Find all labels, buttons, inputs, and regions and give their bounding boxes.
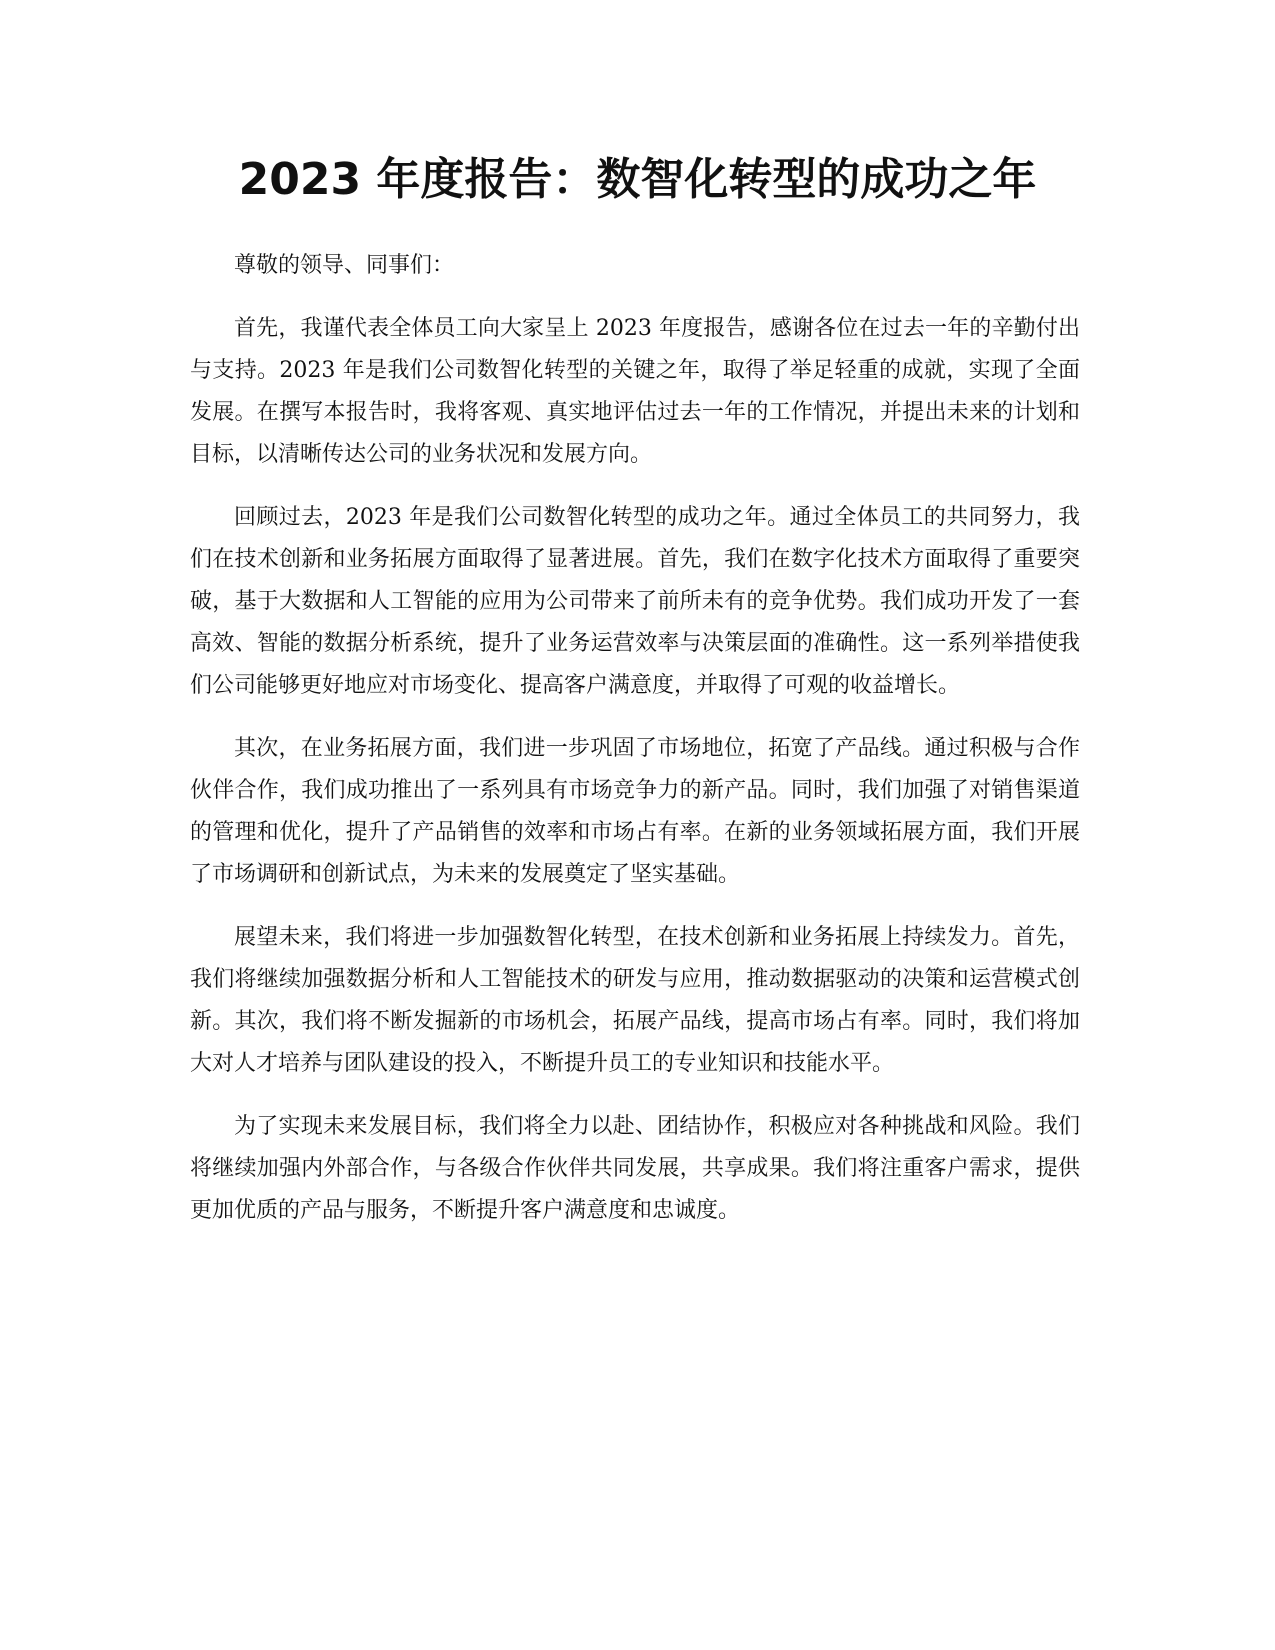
paragraph-introduction: 首先，我谨代表全体员工向大家呈上 2023 年度报告，感谢各位在过去一年的辛勤付出与支持。2023 年是我们公司数智化转型的关键之年，取得了举足轻重的成就，实现了全面发展。在撰写本报告时，我将客观、真实地评估过去一年的工作情况，并提出未来的计划和目标，以清晰传达公司的业务状况和发展方向。 <box>190 316 1080 467</box>
paragraph-business-expansion: 其次，在业务拓展方面，我们进一步巩固了市场地位，拓宽了产品线。通过积极与合作伙伴合作，我们成功推出了一系列具有市场竞争力的新产品。同时，我们加强了对销售渠道的管理和优化，提升了产品销售的效率和市场占有率。在新的业务领域拓展方面，我们开展了市场调研和创新试点，为未来的发展奠定了坚实基础。 <box>190 736 1080 887</box>
paragraph-goals: 为了实现未来发展目标，我们将全力以赴、团结协作，积极应对各种挑战和风险。我们将继续加强内外部合作，与各级合作伙伴共同发展，共享成果。我们将注重客户需求，提供更加优质的产品与服务，不断提升客户满意度和忠诚度。 <box>190 1114 1080 1223</box>
paragraph-outlook: 展望未来，我们将进一步加强数智化转型，在技术创新和业务拓展上持续发力。首先，我们将继续加强数据分析和人工智能技术的研发与应用，推动数据驱动的决策和运营模式创新。其次，我们将不断发掘新的市场机会，拓展产品线，提高市场占有率。同时，我们将加大对人才培养与团队建设的投入，不断提升员工的专业知识和技能水平。 <box>190 925 1080 1076</box>
paragraph-greeting: 尊敬的领导、同事们： <box>234 253 455 278</box>
paragraph-review: 回顾过去，2023 年是我们公司数智化转型的成功之年。通过全体员工的共同努力，我们在技术创新和业务拓展方面取得了显著进展。首先，我们在数字化技术方面取得了重要突破，基于大数据和人工智能的应用为公司带来了前所未有的竞争优势。我们成功开发了一套高效、智能的数据分析系统，提升了业务运营效率与决策层面的准确性。这一系列举措使我们公司能够更好地应对市场变化、提高客户满意度，并取得了可观的收益增长。 <box>190 505 1080 698</box>
document-body <box>190 245 1080 1253</box>
document-title: 2023 年度报告：数智化转型的成功之年 <box>238 154 1037 205</box>
